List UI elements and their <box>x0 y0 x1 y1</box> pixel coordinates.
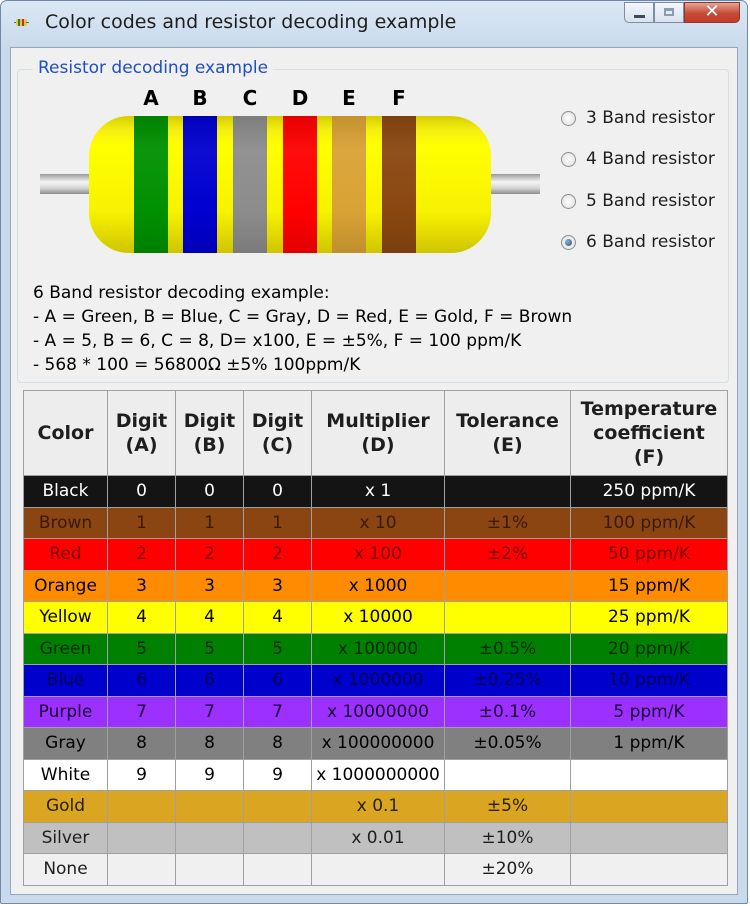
cell-color: Green <box>24 633 108 665</box>
column-header-text: (D) <box>361 434 395 456</box>
cell-color: Red <box>24 539 108 571</box>
cell-digit-c: 4 <box>244 602 312 634</box>
cell-digit-c: 0 <box>244 476 312 508</box>
band-e <box>332 116 366 253</box>
column-header-digit-b <box>176 391 244 476</box>
cell-digit-a: 8 <box>108 728 176 760</box>
radio-label[interactable]: 4 Band resistor <box>586 149 715 169</box>
cell-multiplier <box>312 854 445 886</box>
cell-color: Gold <box>24 791 108 823</box>
band-f <box>382 116 416 253</box>
cell-color: Blue <box>24 665 108 697</box>
band-a <box>134 116 168 253</box>
cell-digit-c: 6 <box>244 665 312 697</box>
cell-digit-a: 3 <box>108 570 176 602</box>
band-letter-f: F <box>392 86 406 110</box>
cell-temperature-coefficient: 20 ppm/K <box>571 633 728 665</box>
table-row-purple <box>24 696 728 728</box>
column-header-text: Temperature <box>580 398 718 420</box>
decoding-line-colors: - A = Green, B = Blue, C = Gray, D = Red, E = Gold, F = Brown <box>33 307 573 327</box>
cell-temperature-coefficient: 10 ppm/K <box>571 665 728 697</box>
cell-digit-c: 9 <box>244 759 312 791</box>
radio-4-band[interactable] <box>561 149 715 169</box>
radio-circle-icon[interactable] <box>561 111 576 126</box>
column-header-text: Digit <box>115 410 168 432</box>
cell-multiplier: x 1000000 <box>312 665 445 697</box>
cell-tolerance: ±0.1% <box>445 696 571 728</box>
cell-temperature-coefficient: 25 ppm/K <box>571 602 728 634</box>
table-row-black <box>24 476 728 508</box>
band-d <box>283 116 317 253</box>
table-body <box>24 476 728 886</box>
cell-multiplier: x 100000 <box>312 633 445 665</box>
cell-multiplier: x 10000 <box>312 602 445 634</box>
cell-multiplier: x 1000000000 <box>312 759 445 791</box>
resistor-app-icon <box>14 18 29 27</box>
radio-3-band[interactable] <box>561 108 715 128</box>
cell-multiplier: x 1000 <box>312 570 445 602</box>
maximize-button[interactable] <box>654 2 684 23</box>
cell-color: Brown <box>24 507 108 539</box>
radio-selected-dot-icon <box>565 239 572 246</box>
cell-color: Silver <box>24 822 108 854</box>
window-controls <box>624 2 740 24</box>
table-row-gray <box>24 728 728 760</box>
window-title: Color codes and resistor decoding example <box>45 11 457 33</box>
groupbox-title: Resistor decoding example <box>33 58 273 78</box>
cell-digit-c: 5 <box>244 633 312 665</box>
resistor-lead-right <box>488 174 540 194</box>
cell-tolerance: ±0.25% <box>445 665 571 697</box>
radio-label[interactable]: 5 Band resistor <box>586 191 715 211</box>
cell-tolerance <box>445 602 571 634</box>
table-row-brown <box>24 507 728 539</box>
cell-tolerance: ±5% <box>445 791 571 823</box>
cell-color: Black <box>24 476 108 508</box>
radio-6-band[interactable] <box>561 232 715 252</box>
band-b <box>183 116 217 253</box>
table-row-gold <box>24 791 728 823</box>
cell-digit-c <box>244 791 312 823</box>
column-header-color <box>24 391 108 476</box>
cell-digit-a <box>108 791 176 823</box>
table-row-yellow <box>24 602 728 634</box>
minimize-button[interactable] <box>624 2 654 23</box>
band-letter-c: C <box>242 86 258 110</box>
cell-tolerance <box>445 759 571 791</box>
cell-digit-c: 2 <box>244 539 312 571</box>
band-letter-a: A <box>143 86 159 110</box>
color-code-table <box>23 390 728 886</box>
cell-temperature-coefficient: 1 ppm/K <box>571 728 728 760</box>
maximize-icon <box>664 8 674 16</box>
column-header-text: coefficient <box>593 422 705 444</box>
cell-tolerance: ±20% <box>445 854 571 886</box>
radio-circle-icon[interactable] <box>561 194 576 209</box>
cell-multiplier: x 1 <box>312 476 445 508</box>
column-header-multiplier <box>312 391 445 476</box>
cell-digit-c: 3 <box>244 570 312 602</box>
cell-temperature-coefficient <box>571 791 728 823</box>
cell-color: None <box>24 854 108 886</box>
close-button[interactable] <box>684 2 740 23</box>
cell-color: Yellow <box>24 602 108 634</box>
band-letter-b: B <box>192 86 208 110</box>
column-header-text: Digit <box>183 410 236 432</box>
column-header-text: Multiplier <box>326 410 430 432</box>
cell-digit-c: 7 <box>244 696 312 728</box>
cell-digit-b: 8 <box>176 728 244 760</box>
cell-temperature-coefficient: 250 ppm/K <box>571 476 728 508</box>
column-header-text: Digit <box>251 410 304 432</box>
cell-temperature-coefficient: 15 ppm/K <box>571 570 728 602</box>
cell-digit-b: 0 <box>176 476 244 508</box>
table-row-silver <box>24 822 728 854</box>
radio-5-band[interactable] <box>561 191 715 211</box>
decoding-heading: 6 Band resistor decoding example: <box>33 283 330 303</box>
table-row-white <box>24 759 728 791</box>
cell-digit-b: 7 <box>176 696 244 728</box>
table-row-green <box>24 633 728 665</box>
band-letter-d: D <box>291 86 309 110</box>
title-bar[interactable] <box>1 1 747 47</box>
radio-label[interactable]: 6 Band resistor <box>586 232 715 252</box>
cell-temperature-coefficient: 50 ppm/K <box>571 539 728 571</box>
column-header-text: (F) <box>633 446 665 468</box>
cell-digit-b: 4 <box>176 602 244 634</box>
column-header-text: (C) <box>261 434 294 456</box>
cell-digit-b: 3 <box>176 570 244 602</box>
column-header-text: (E) <box>492 434 523 456</box>
cell-digit-b: 6 <box>176 665 244 697</box>
column-header-text: Color <box>37 422 94 444</box>
cell-temperature-coefficient: 5 ppm/K <box>571 696 728 728</box>
cell-digit-b: 1 <box>176 507 244 539</box>
decoding-line-values: - A = 5, B = 6, C = 8, D= x100, E = ±5%, F = 100 ppm/K <box>33 331 522 351</box>
cell-tolerance: ±0.05% <box>445 728 571 760</box>
cell-tolerance: ±1% <box>445 507 571 539</box>
cell-digit-b <box>176 822 244 854</box>
column-header-text: (B) <box>193 434 226 456</box>
cell-digit-a: 5 <box>108 633 176 665</box>
cell-color: Purple <box>24 696 108 728</box>
cell-digit-b: 5 <box>176 633 244 665</box>
cell-digit-a: 7 <box>108 696 176 728</box>
cell-multiplier: x 10000000 <box>312 696 445 728</box>
cell-multiplier: x 0.01 <box>312 822 445 854</box>
table-header-row <box>24 391 728 476</box>
band-letter-e: E <box>342 86 356 110</box>
column-header-digit-c <box>244 391 312 476</box>
cell-digit-a: 4 <box>108 602 176 634</box>
column-header-tolerance <box>445 391 571 476</box>
cell-digit-b: 9 <box>176 759 244 791</box>
cell-multiplier: x 100000000 <box>312 728 445 760</box>
table-row-none <box>24 854 728 886</box>
cell-digit-a <box>108 854 176 886</box>
cell-temperature-coefficient <box>571 854 728 886</box>
cell-digit-b: 2 <box>176 539 244 571</box>
cell-multiplier: x 10 <box>312 507 445 539</box>
cell-color: Gray <box>24 728 108 760</box>
cell-temperature-coefficient: 100 ppm/K <box>571 507 728 539</box>
cell-digit-a: 1 <box>108 507 176 539</box>
table-row-orange <box>24 570 728 602</box>
resistor-lead-left <box>40 174 92 194</box>
cell-multiplier: x 0.1 <box>312 791 445 823</box>
cell-color: Orange <box>24 570 108 602</box>
cell-tolerance: ±0.5% <box>445 633 571 665</box>
cell-digit-a <box>108 822 176 854</box>
cell-digit-a: 6 <box>108 665 176 697</box>
column-header-text: Tolerance <box>456 410 559 432</box>
cell-digit-b <box>176 791 244 823</box>
radio-label[interactable]: 3 Band resistor <box>586 108 715 128</box>
close-icon: ✕ <box>704 1 720 22</box>
cell-temperature-coefficient <box>571 759 728 791</box>
cell-temperature-coefficient <box>571 822 728 854</box>
cell-digit-b <box>176 854 244 886</box>
cell-digit-c <box>244 822 312 854</box>
column-header-digit-a <box>108 391 176 476</box>
cell-tolerance: ±10% <box>445 822 571 854</box>
column-header-text: (A) <box>125 434 158 456</box>
table-row-blue <box>24 665 728 697</box>
minimize-icon <box>634 15 645 18</box>
cell-digit-c: 1 <box>244 507 312 539</box>
radio-circle-icon[interactable] <box>561 152 576 167</box>
band-c <box>233 116 267 253</box>
cell-digit-a: 0 <box>108 476 176 508</box>
cell-tolerance <box>445 476 571 508</box>
cell-digit-a: 2 <box>108 539 176 571</box>
decoding-line-result: - 568 * 100 = 56800Ω ±5% 100ppm/K <box>33 355 361 375</box>
cell-digit-a: 9 <box>108 759 176 791</box>
column-header-temperature-coefficient <box>571 391 728 476</box>
cell-digit-c <box>244 854 312 886</box>
table-row-red <box>24 539 728 571</box>
radio-circle-icon[interactable] <box>561 235 576 250</box>
cell-tolerance <box>445 570 571 602</box>
cell-color: White <box>24 759 108 791</box>
cell-digit-c: 8 <box>244 728 312 760</box>
color-code-table-area <box>23 390 728 887</box>
cell-multiplier: x 100 <box>312 539 445 571</box>
cell-tolerance: ±2% <box>445 539 571 571</box>
